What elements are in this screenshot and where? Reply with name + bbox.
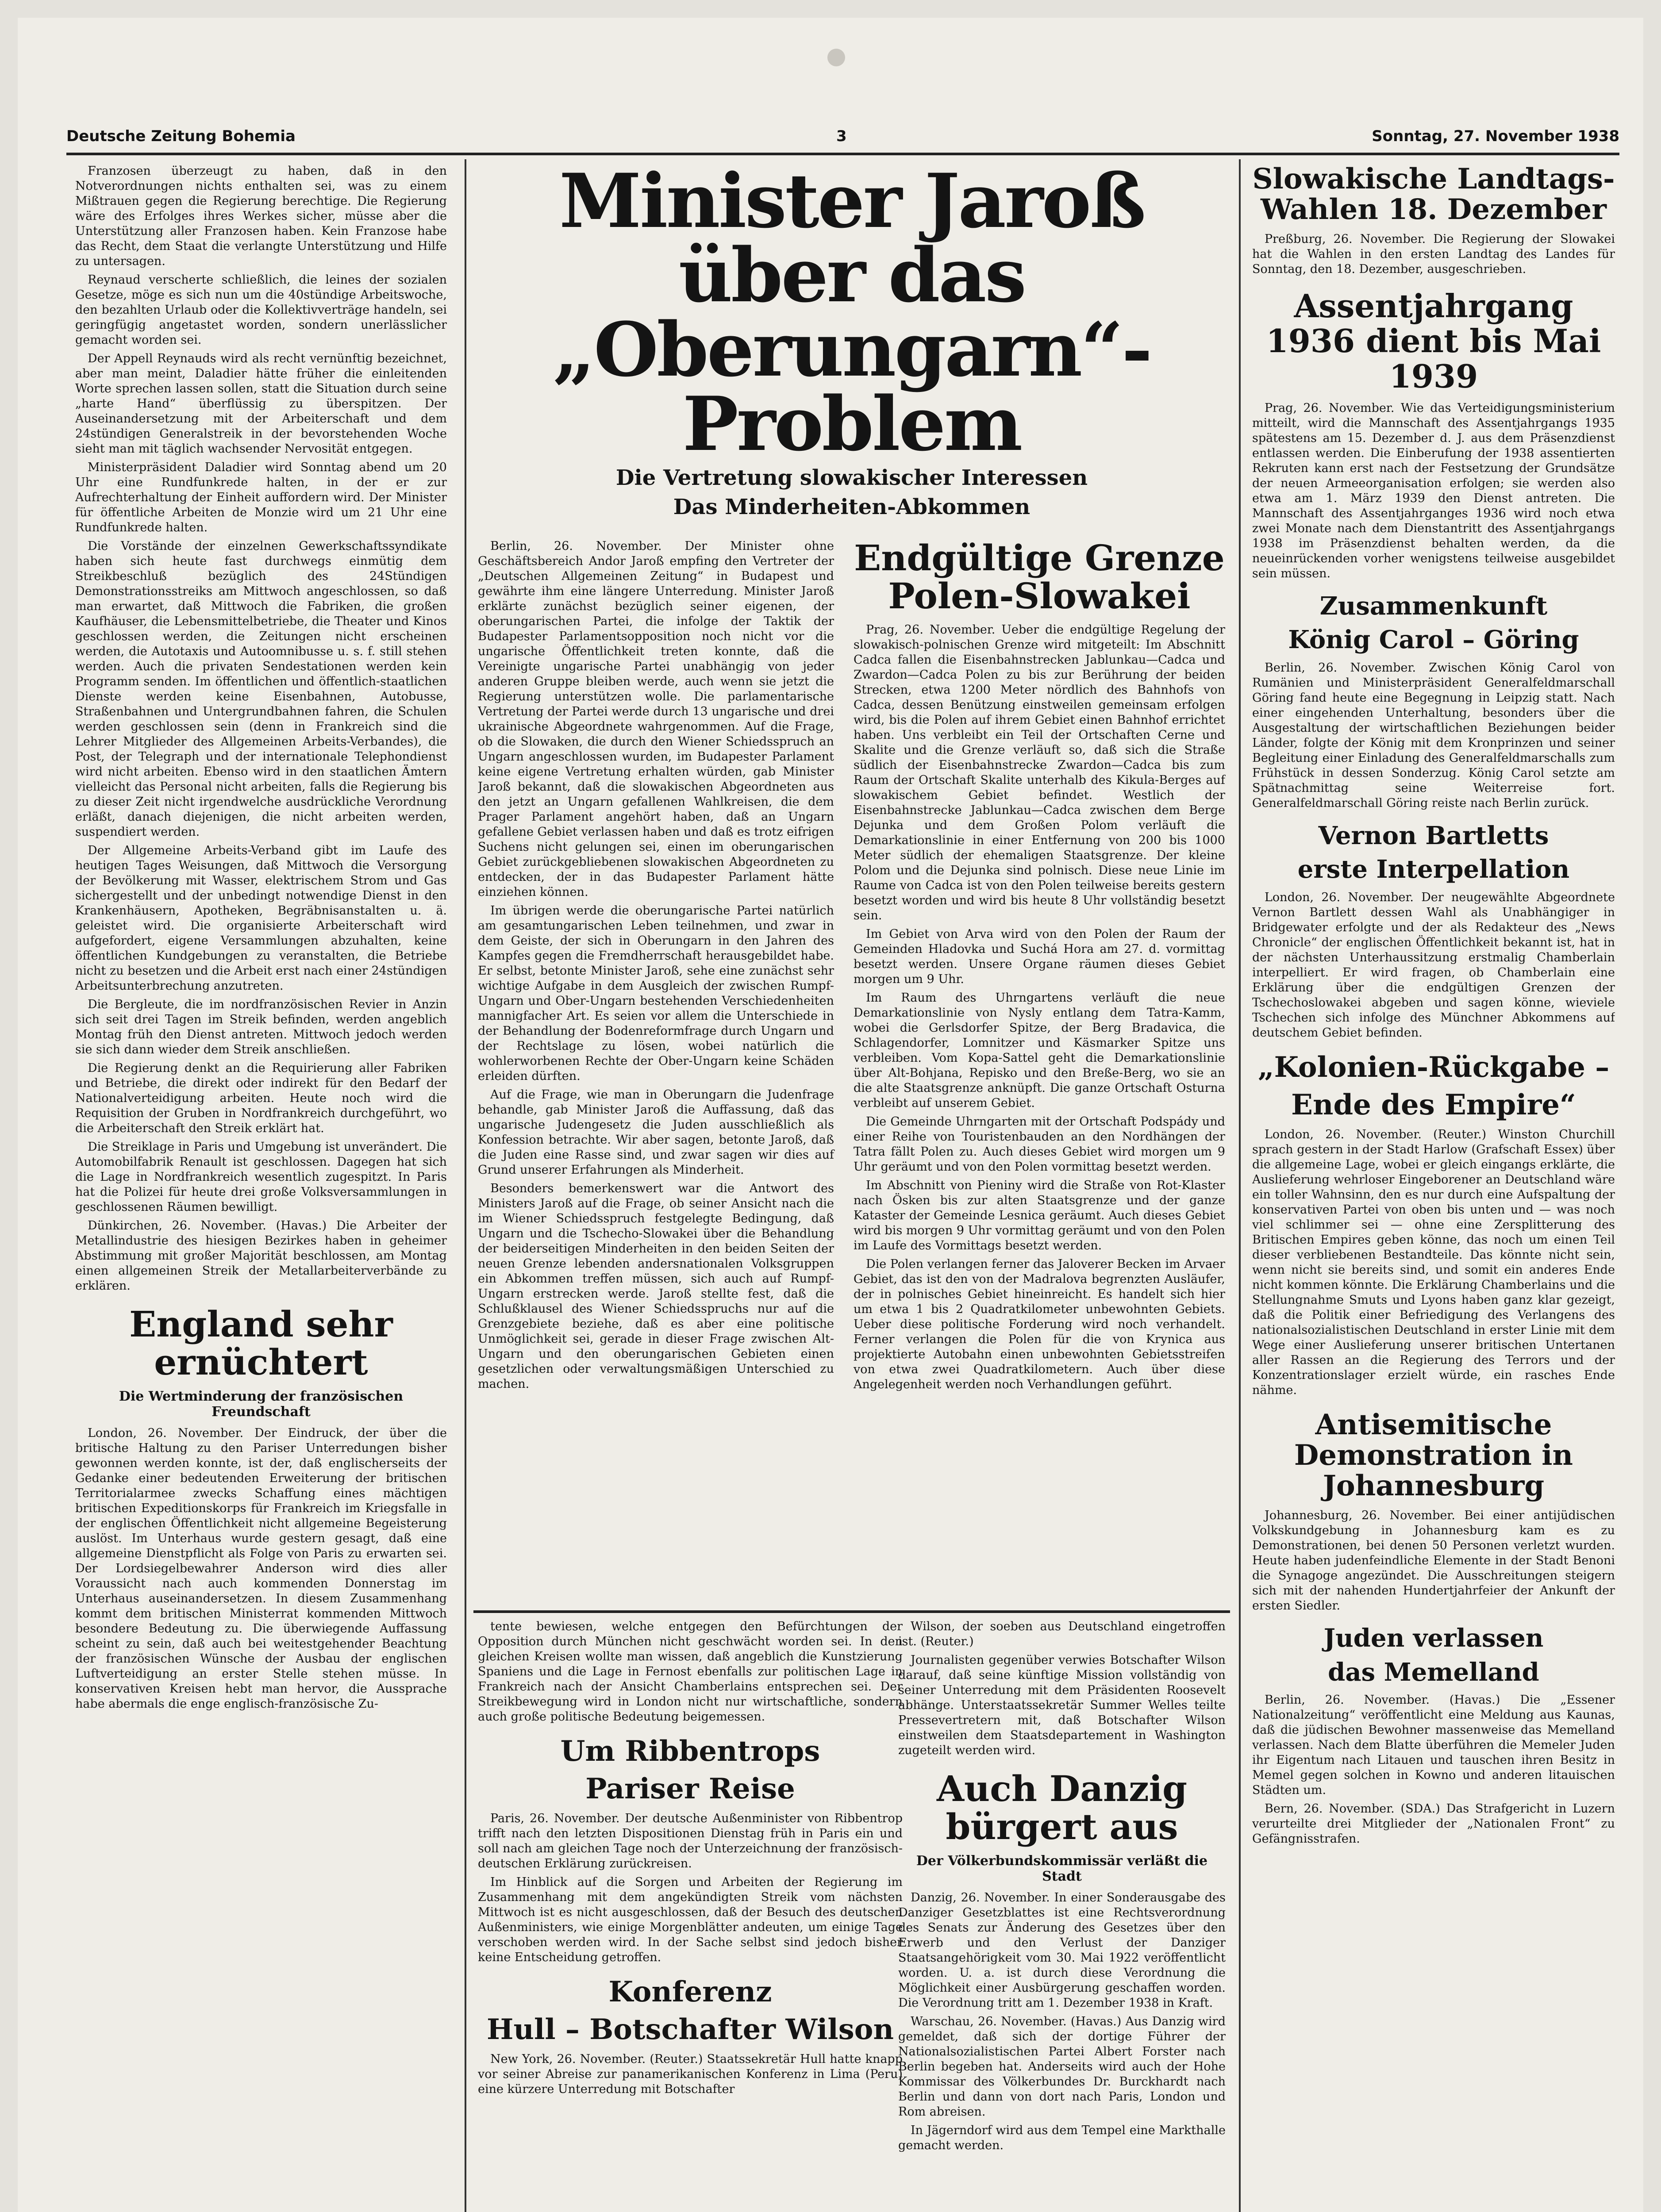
article-paragraph: New York, 26. November. (Reuter.) Staatssekretär Hull hatte knapp vor seiner Abreise zur panamerikanischen Konferenz in Lima (Peru) eine kürzere Unterredung mit Botschafter bbox=[478, 2052, 903, 2097]
article-paragraph: Danzig, 26. November. In einer Sonderausgabe des Danziger Gesetzblattes ist eine Rechtsverordnung des Senats zur Änderung des Gesetzes über den Erwerb und den Verlust der Danziger Staatsangehörigkeit vom 30. Mai 1922 veröffentlicht worden. U. a. ist durch diese Verordnung die Möglichkeit einer Ausbürgerung geschaffen worden. Die Verordnung tritt am 1. Dezember 1938 in Kraft. bbox=[898, 1890, 1226, 2010]
kicker-danzig: Der Völkerbundskommissär verläßt die Stadt bbox=[916, 1853, 1208, 1884]
main-story bbox=[478, 164, 1226, 1606]
article-paragraph: London, 26. November. (Reuter.) Winston Churchill sprach gestern in der Stadt Harlow (Grafschaft Essex) über die allgemeine Lage, wobei er gleich eingangs erklärte, die Auslieferung wehrloser Eingeborener an Deutschland wäre ein toller Wahnsinn, den es nur durch eine Aufspaltung der konservativen Partei von oben bis unten und — was noch viel schlimmer sei — ohne eine Zersplitterung des Britischen Empires geben könne, das noch um einen Teil dieser verbliebenen Bestandteile. Das könnte nicht sein, wenn nicht sie bereits sind, und somit ein anderes Ende nicht kommen könnte. Die Erklärung Chamberlains und die Stellungnahme Smuts und Lyons haben ganz klar gezeigt, daß die Politik einer Befriedigung des Verlangens des nationalsozialistischen Deutschland in erster Linie mit dem Wege einer Auslieferung unserer britischen Untertanen aller Rassen an die Regierung des Terrors und der Konzentrationslager erzielt würde, ein rasches Ende nähme. bbox=[1252, 1127, 1615, 1397]
article-paragraph: Der Allgemeine Arbeits-Verband gibt im Laufe des heutigen Tages Weisungen, daß Mittwoch die Versorgung der Bevölkerung mit Wasser, elektrischem Strom und Gas sichergestellt und der unbedingt notwendige Dienst in den Krankenhäusern, Apotheken, Begräbnisanstalten u. ä. geleistet wird. Die organisierte Arbeiterschaft wird aufgefordert, eigene Versammlungen abzuhalten, keine öffentlichen Kundgebungen zu veranstalten, die Betriebe nicht zu besetzen und die Arbeit erst nach einer 24stündigen Arbeitsunterbrechung anzutreten. bbox=[75, 844, 447, 993]
article-paragraph: In Jägerndorf wird aus dem Tempel eine Markthalle gemacht werden. bbox=[898, 2123, 1226, 2152]
headline-landtag: Slowakische Landtags-Wahlen 18. Dezember bbox=[1252, 164, 1615, 227]
article-paragraph: Wilson, der soeben aus Deutschland eingetroffen ist. (Reuter.) bbox=[898, 1620, 1226, 1648]
main-columns bbox=[478, 539, 1226, 1396]
page-number: 3 bbox=[836, 127, 847, 145]
article-paragraph: Berlin, 26. November. (Havas.) Die „Essener Nationalzeitung“ veröffentlicht eine Meldung aus Kaunas, daß die jüdischen Bewohner massenweise das Memelland verlassen. Nach dem Blatte überführen die Memeler Juden ihr Eigentum nach Litauen und tauschen ihren Besitz in Memel gegen solchen in Kowno und anderen litauischen Städten um. bbox=[1252, 1693, 1615, 1797]
article-paragraph: London, 26. November. Der neugewählte Abgeordnete Vernon Bartlett dessen Wahl als Unabhängiger in Bridgewater erfolgte und der als Redakteur des „News Chronicle“ der englischen Öffentlichkeit bekannt ist, hat in der nächsten Unterhaussitzung erstmalig Chamberlain interpelliert. Er wird fragen, ob Chamberlain eine Erklärung über die endgültigen Grenzen der Tschechoslowakei abgeben und sagen könne, wieviele Tschechen sich infolge des Münchner Abkommens auf deutschem Gebiet befinden. bbox=[1252, 890, 1615, 1040]
article-paragraph: Prag, 26. November. Wie das Verteidigungsministerium mitteilt, wird die Mannschaft des Assentjahrgangs 1935 spätestens am 15. Dezember d. J. aus dem Präsenzdienst entlassen werden. Die Einberufung der 1938 assentierten Rekruten kann erst nach der Festsetzung der Grundsätze der neuen Armeeorganisation erfolgen; sie werden also etwa am 1. März 1939 den Dienst antreten. Die Mannschaft des Assentjahrganges 1936 wird noch etwa zwei Monate nach dem Dienstantritt des Assentjahrgangs 1938 im Präsenzdienst behalten werden, da die neueinrückenden vorher wenigstens teilweise ausgebildet sein müssen. bbox=[1252, 401, 1615, 580]
article-paragraph: Ministerpräsident Daladier wird Sonntag abend um 20 Uhr eine Rundfunkrede halten, in der er zur Aufrechterhaltung der Einheit auffordern wird. Der Minister für öffentliche Arbeiten de Monzie wird um 21 Uhr eine Rundfunkrede halten. bbox=[75, 461, 447, 534]
lower-right-column bbox=[898, 1619, 1226, 2212]
headline-england: England sehr ernüchtert bbox=[129, 1303, 393, 1383]
article-paragraph: Im Abschnitt von Pieniny wird die Straße von Rot-Klaster nach Ösken bis zur alten Staatsgrenze und der ganze Kataster der Gemeinde Lesnica geräumt. Auch dieses Gebiet wird bis morgen 9 Uhr vormittag geräumt und von den Polen im Laufe des Vormittags besetzt werden. bbox=[854, 1178, 1225, 1252]
article-paragraph: Auf die Frage, wie man in Oberungarn die Judenfrage behandle, gab Minister Jaroß die Auffassung, daß das ungarische Judengesetz die Juden ausschließlich als Konfession betrachte. Wir aber sagen, betonte Jaroß, daß die Juden eine Rasse sind, und zwar sagen wir dies auf Grund unserer Erfahrungen als Minderheit. bbox=[478, 1088, 834, 1177]
main-subtitle: Die Vertretung slowakischer Interessen bbox=[615, 465, 1088, 490]
main-headline-line1: Minister Jaroß über das bbox=[559, 164, 1145, 319]
article-paragraph: Prag, 26. November. Ueber die endgültige Regelung der slowakisch-polnischen Grenze wird mitgeteilt: Im Abschnitt Cadca fallen die Eisenbahnstrecken Jablunkau—Cadca und Zwardon—Cadca Polen zu bis zur Berührung der beiden Strecken, etwa 1200 Meter nördlich des Bahnhofs von Cadca, dessen Benützung einstweilen gemeinsam erfolgen wird, bis die Polen auf ihrem Gebiet einen Bahnhof errichtet haben. Uns verbleibt ein Teil der Ortschaften Cerne und Skalite und die Grenze verläuft so, daß sich die Straße südlich der Eisenbahnstrecke Zwardon—Cadca bis zum Raum der Ortschaft Skalite unterhalb des Kikula-Berges auf slowakischem Gebiet befindet. Westlich der Eisenbahnstrecke Jablunkau—Cadca zwischen dem Berge Dejunka und dem Großen Polom verläuft die Demarkationslinie in einer Entfernung von 200 bis 1000 Meter südlich der ehemaligen Staatsgrenze. Der kleine Polom und die Dejunka sind polnisch. Diese neue Linie im Raume von Cadca ist von den Polen teilweise bereits gestern besetzt worden und wird bis heute 8 Uhr vollständig besetzt sein. bbox=[854, 622, 1225, 922]
headline-bartlett-2: erste Interpellation bbox=[1297, 855, 1570, 884]
headline-bartlett-1: Vernon Bartletts bbox=[1318, 821, 1549, 850]
article-paragraph: tente bewiesen, welche entgegen den Befürchtungen der Opposition durch München nicht geschwächt worden sei. In den gleichen Kreisen wollte man wissen, daß angeblich die Kunstzierung Spaniens und die Lage in Fernost ebenfalls zur politischen Lage in Frankreich nach der Ansicht Chamberlains entsprechen sei. Der Streikbewegung wird in London nicht nur wirtschaftliche, sondern auch große politische Bedeutung beigemessen. bbox=[478, 1620, 903, 1724]
article-paragraph: Berlin, 26. November. Der Minister ohne Geschäftsbereich Andor Jaroß empfing den Vertreter der „Deutschen Allgemeinen Zeitung“ in Budapest und gewährte ihm eine längere Unterredung. Minister Jaroß erklärte zunächst bezüglich seiner eigenen, der oberungarischen Partei, die infolge der Taktik der Budapester Parlamentsopposition noch nicht vor die ungarische Öffentlichkeit treten konnte, daß die Vereinigte ungarische Partei unabhängig von jeder anderen Gruppe bleiben werde, auch wenn sie jetzt die Regierung unterstützen wolle. Die parlamentarische Vertretung der Partei werde durch 13 ungarische und drei ukrainische Abgeordnete wahrgenommen. Auf die Frage, ob die Slowaken, die durch den Wiener Schiedsspruch an Ungarn angeschlossen wurden, im Budapester Parlament keine eigene Vertretung erhalten würden, gab Minister Jaroß bekannt, daß die slowakischen Abgeordneten aus den jetzt an Ungarn gefallenen Wahlkreisen, die dem Prager Parlament angehört haben, daß an Ungarn gefallene Gebiet verlassen haben und daß es trotz eifrigen Suchens nicht gelungen sei, einen im oberungarischen Gebiet zurückgebliebenen slowakischen Abgeordneten zu entdecken, der in das Budapester Parlament hätte einziehen können. bbox=[478, 539, 834, 899]
headline-kolonien-1: „Kolonien-Rückgabe – bbox=[1257, 1050, 1610, 1084]
article-paragraph: Im Gebiet von Arva wird von den Polen der Raum der Gemeinden Hladovka und Suchá Hora am 27. d. vormittag besetzt werden. Unsere Organe räumen dieses Gebiet morgen um 9 Uhr. bbox=[854, 927, 1225, 986]
section-rule bbox=[473, 1610, 1230, 1613]
article-paragraph: Warschau, 26. November. (Havas.) Aus Danzig wird gemeldet, daß sich der dortige Führer der Nationalsozialistischen Partei Albert Forster nach Berlin begeben hat. Anderseits wird auch der Hohe Kommissar des Völkerbundes Dr. Burckhardt nach Berlin und dann von dort nach Paris, London und Rom abreisen. bbox=[898, 2014, 1226, 2119]
article-paragraph: Journalisten gegenüber verwies Botschafter Wilson darauf, daß seine künftige Mission vollständig von seiner Unterredung mit dem Präsidenten Roosevelt abhänge. Unterstaatssekretär Summer Welles teilte Pressevertretern mit, daß Botschafter Wilson einstweilen dem Staatsdepartement in Washington zugeteilt werden wird. bbox=[898, 1653, 1226, 1757]
article-paragraph: Besonders bemerkenswert war die Antwort des Ministers Jaroß auf die Frage, ob seiner Ansicht nach die im Wiener Schiedsspruch festgelegte Bedingung, daß Ungarn und die Tschecho-Slowakei über die Behandlung der beiderseitigen Minderheiten in den beiden Seiten der neuen Grenze lebenden andersnationalen Volksgruppen ein Abkommen treffen müssen, sich auch auf Rumpf-Ungarn erstrecken werde. Jaroß stellte fest, daß die Schlußklausel des Wiener Schiedsspruchs nur auf die Grenzgebiete beziehe, daß es aber eine politische Unmöglichkeit sei, gerade in dieser Frage zwischen Alt-Ungarn und den oberungarischen Gebieten einen gesetzlichen oder verwaltungsmäßigen Unterschied zu machen. bbox=[478, 1182, 834, 1391]
headline-memel-1: Juden verlassen bbox=[1323, 1624, 1544, 1653]
headline-carol-1: Zusammenkunft bbox=[1319, 591, 1548, 621]
article-paragraph: Im Raum des Uhrngartens verläuft die neue Demarkationslinie von Nysly entlang dem Tatra-Kamm, wobei die Gerlsdorfer Spitze, der Berg Bradavica, die Schlagendorfer, Lomnitzer und Käsmarker Spitze uns verbleiben. Vom Kopa-Sattel geht die Demarkationslinie über Alt-Bohjana, Repisko und den Breße-Berg, wo sie an die alte Staatsgrenze anknüpft. Die ganze Ortschaft Osturna verbleibt auf unserem Gebiet. bbox=[854, 991, 1225, 1110]
article-paragraph: Die Gemeinde Uhrngarten mit der Ortschaft Podspády und einer Reihe von Touristenbauden an den Nordhängen der Tatra fällt Polen zu. Auch dieses Gebiet wird morgen um 9 Uhr geräumt und von den Polen vormittag besetzt werden. bbox=[854, 1114, 1225, 1174]
article-paragraph: Paris, 26. November. Der deutsche Außenminister von Ribbentrop trifft nach den letzten Dispositionen Dienstag früh in Paris ein und soll nach am gleichen Tage noch der Unterzeichnung der französisch-deutschen Erklärung zurückreisen. bbox=[478, 1812, 903, 1871]
article-paragraph: Die Regierung denkt an die Requirierung aller Fabriken und Betriebe, die direkt oder indirekt für den Bedarf der Nationalverteidigung arbeiten. Heute noch wird die Requisition der Gruben in Nordfrankreich durchgeführt, wo die Arbeiterschaft den Streik erklärt hat. bbox=[75, 1061, 447, 1135]
headline-ribbentrop-2: Pariser Reise bbox=[585, 1772, 795, 1806]
masthead bbox=[66, 124, 1619, 150]
newspaper-page bbox=[18, 18, 1643, 2212]
masthead-rule bbox=[66, 153, 1619, 155]
headline-polen: Endgültige Grenze Polen-Slowakei bbox=[854, 537, 1225, 617]
article-paragraph: Johannesburg, 26. November. Bei einer antijüdischen Volkskundgebung in Johannesburg kam es zu Demonstrationen, bei denen 50 Personen verletzt wurden. Heute haben judenfeindliche Elemente in der Stadt Benoni die Synagoge angezündet. Die Ausschreitungen steigern sich mit der nahenden Hundertjahrfeier der Ankunft der ersten Siedler. bbox=[1252, 1509, 1615, 1613]
article-paragraph: Preßburg, 26. November. Die Regierung der Slowakei hat die Wahlen in den ersten Landtag des Landes für Sonntag, den 18. Dezember, ausgeschrieben. bbox=[1252, 232, 1615, 276]
jaross-column bbox=[478, 539, 834, 1396]
headline-carol-2: König Carol – Göring bbox=[1288, 625, 1579, 655]
kicker-england: Die Wertminderung der französischen Freundschaft bbox=[119, 1388, 404, 1420]
article-paragraph: Der Appell Reynauds wird als recht vernünftig bezeichnet, aber man meint, Daladier hätte früher die einleitenden Worte sprechen lassen sollen, statt die Situation durch seine „harte Hand“ überflüssig zu überspitzen. Der Auseinandersetzung mit der Arbeiterschaft und dem 24stündigen Generalstreik in der bevorstehenden Woche sieht man mit täglich wachsender Nervosität entgegen. bbox=[75, 352, 447, 456]
headline-johannesburg: Antisemitische Demonstration in Johannesburg bbox=[1294, 1408, 1573, 1503]
article-paragraph: Die Vorstände der einzelnen Gewerkschaftssyndikate haben sich heute fast durchwegs einmütig dem Streikbeschluß bezüglich des 24Stündigen Demonstrationsstreiks am Mittwoch angeschlossen, so daß man erwartet, daß Mittwoch die Fabriken, die großen Kaufhäuser, die Lebensmittelbetriebe, die Theater und Kinos geschlossen werden, die Zeitungen nicht erscheinen werden, die Autotaxis und Autoomnibusse u. s. f. still stehen werden. Auch die privaten Sendestationen werden kein Programm senden. Im öffentlichen und öffentlich-staatlichen Dienste werden keine Eisenbahnen, Autobusse, Straßenbahnen und Untergrundbahnen fahren, die Schulen werden geschlossen sein (denn in Frankreich sind die Lehrer Mitglieder des Allgemeinen Arbeits-Verbandes), die Post, der Telegraph und der internationale Telephondienst wird nicht arbeiten. Ebenso wird in den staatlichen Ämtern vielleicht das Personal nicht arbeiten, falls die Regierung bis zu dieser Zeit nicht irgendwelche ausdrückliche Verordnung erläßt, danach diejenigen, die nicht arbeiten werden, suspendiert werden. bbox=[75, 539, 447, 839]
article-paragraph: Franzosen überzeugt zu haben, daß in den Notverordnungen nichts enthalten sei, was zu einem Mißtrauen gegen die Regierung berechtige. Die Regierung wäre des Erfolges ihres Werkes sicher, müsse aber die Unterstützung aller Franzosen haben. Kein Franzose habe das Recht, dem Staat die verlangte Unterstützung und Hilfe zu untersagen. bbox=[75, 164, 447, 268]
article-paragraph: Im Hinblick auf die Sorgen und Arbeiten der Regierung im Zusammenhang mit dem angekündigten Streik vom nächsten Mittwoch ist es nicht ausgeschlossen, daß der Besuch des deutschen Außenministers, wie einige Morgenblätter andeuten, um einige Tage verschoben werden wird. In der Sache selbst sind jedoch bisher keine Entscheidung getroffen. bbox=[478, 1875, 903, 1965]
article-paragraph: Reynaud verscherte schließlich, die leines der sozialen Gesetze, möge es sich nun um die 40stündige Arbeitswoche, den bezahlten Urlaub oder die Kollektivverträge handeln, sei geringfügig angetastet worden, sondern unerlässlicher gemacht worden sei. bbox=[75, 273, 447, 347]
article-paragraph: Bern, 26. November. (SDA.) Das Strafgericht in Luzern verurteilte drei Mitglieder der „Nationalen Front“ zu Gefängnisstrafen. bbox=[1252, 1802, 1615, 1846]
column-a bbox=[75, 164, 447, 2212]
headline-kolonien-2: Ende des Empire“ bbox=[1291, 1088, 1576, 1121]
paper-name: Deutsche Zeitung Bohemia bbox=[66, 127, 296, 145]
headline-hull-1: Konferenz bbox=[608, 1975, 772, 2009]
column-rule bbox=[465, 159, 466, 2212]
headline-memel-2: das Memelland bbox=[1328, 1657, 1539, 1687]
issue-date: Sonntag, 27. November 1938 bbox=[1372, 127, 1619, 145]
punch-hole bbox=[827, 49, 845, 66]
article-paragraph: Im übrigen werde die oberungarische Partei natürlich am gesamtungarischen Leben teilnehmen, und zwar in dem Geiste, der sich in Oberungarn in den Jahren des Kampfes gegen die Fremdherrschaft herausgebildet habe. Er selbst, betonte Minister Jaroß, sehe eine zunächst sehr wichtige Aufgabe in dem Ausgleich der zwischen Rumpf-Ungarn und Ober-Ungarn bestehenden Verschiedenheiten mannigfacher Art. Es seien vor allem die Unterschiede in der Behandlung der Bodenreformfrage durch Ungarn und der Rechtslage zu lösen, wobei natürlich die wohlerworbenen Rechte der Ober-Ungarn keine Schäden erleiden dürften. bbox=[478, 904, 834, 1083]
column-rule bbox=[1239, 159, 1241, 2212]
column-d bbox=[1252, 164, 1615, 2212]
headline-danzig: Auch Danzig bürgert aus bbox=[936, 1768, 1188, 1848]
headline-hull-2: Hull – Botschafter Wilson bbox=[487, 2013, 894, 2047]
headline-ribbentrop-1: Um Ribbentrops bbox=[560, 1735, 820, 1768]
lower-left-column bbox=[478, 1619, 903, 2212]
article-paragraph: Die Streiklage in Paris und Umgebung ist unverändert. Die Automobilfabrik Renault ist geschlossen. Dagegen hat sich die Lage in Nordfrankreich wesentlich zugespitzt. In Paris hat die Polizei für heute drei große Volksversammlungen in geschlossenen Räumen bewilligt. bbox=[75, 1140, 447, 1214]
main-headline-line2: „Oberungarn“-Problem bbox=[553, 306, 1151, 468]
article-paragraph: Die Bergleute, die im nordfranzösischen Revier in Anzin sich seit drei Tagen im Streik befinden, werden angeblich Montag früh den Dienst antreten. Mittwoch jedoch werden sie sich dann wieder dem Streik anschließen. bbox=[75, 998, 447, 1056]
article-paragraph: Dünkirchen, 26. November. (Havas.) Die Arbeiter der Metallindustrie des hiesigen Bezirkes haben in geheimer Abstimmung mit großer Majorität beschlossen, am Montag einen allgemeinen Streik der Metallarbeiterverbände zu erklären. bbox=[75, 1219, 447, 1293]
article-paragraph: Berlin, 26. November. Zwischen König Carol von Rumänien und Ministerpräsident Generalfeldmarschall Göring fand heute eine Begegnung in Leipzig statt. Nach einer eingehenden Unterhaltung, besonders über die Ausgestaltung der wirtschaftlichen Beziehungen beider Länder, folgte der König mit dem Kronprinzen und seiner Begleitung einer Einladung des Generalfeldmarschalls zum Frühstück in dessen Sonderzug. König Carol setzte am Spätnachmittag seine Weiterreise fort. Generalfeldmarschall Göring reiste nach Berlin zurück. bbox=[1252, 661, 1615, 810]
main-subtitle-2: Das Minderheiten-Abkommen bbox=[673, 495, 1030, 519]
headline-assent: Assentjahrgang 1936 dient bis Mai 1939 bbox=[1266, 287, 1601, 395]
polen-column bbox=[854, 539, 1225, 1396]
article-paragraph: Die Polen verlangen ferner das Jaloverer Becken im Arvaer Gebiet, das ist den von der Madralova begrenzten Ausläufer, der in polnisches Gebiet hineinreicht. Es handelt sich hier um etwa 1 bis 2 Quadratkilometer unbewohnten Gebiets. Ueber diese politische Forderung wird noch verhandelt. Ferner verlangen die Polen für die von Krynica aus projektierte Autobahn einen unbewohnten Gebietsstreifen von etwa zwei Quadratkilometern. Auch über diese Angelegenheit werden noch Verhandlungen geführt. bbox=[854, 1257, 1225, 1391]
article-paragraph: London, 26. November. Der Eindruck, der über die britische Haltung zu den Pariser Unterredungen bisher gewonnen werden konnte, ist der, daß englischerseits der Gedanke einer bedeutenden Erweiterung der britischen Territorialarmee zwecks Schaffung eines mächtigen britischen Expeditionskorps für Frankreich im Kriegsfalle in der englischen Öffentlichkeit nicht allgemeine Begeisterung auslöst. Im Unterhaus wurde gestern gesagt, daß eine allgemeine Dienstpflicht als Folge von Paris zu erwarten sei. Der Lordsiegelbewahrer Anderson wird dies aller Voraussicht nach auch kommenden Donnerstag im Unterhaus auseinandersetzen. In diesem Zusammenhang kommt dem britischen Ministerrat kommenden Mittwoch besondere Bedeutung zu. Die überwiegende Auffassung scheint zu sein, daß auch bei weitestgehender Beachtung der französischen Wünsche der Ausbau der englischen Luftverteidigung an erster Stelle stehen müsse. In konservativen Kreisen hebt man hervor, die Aussprache habe abermals die enge englisch-französische Zu- bbox=[75, 1426, 447, 1711]
